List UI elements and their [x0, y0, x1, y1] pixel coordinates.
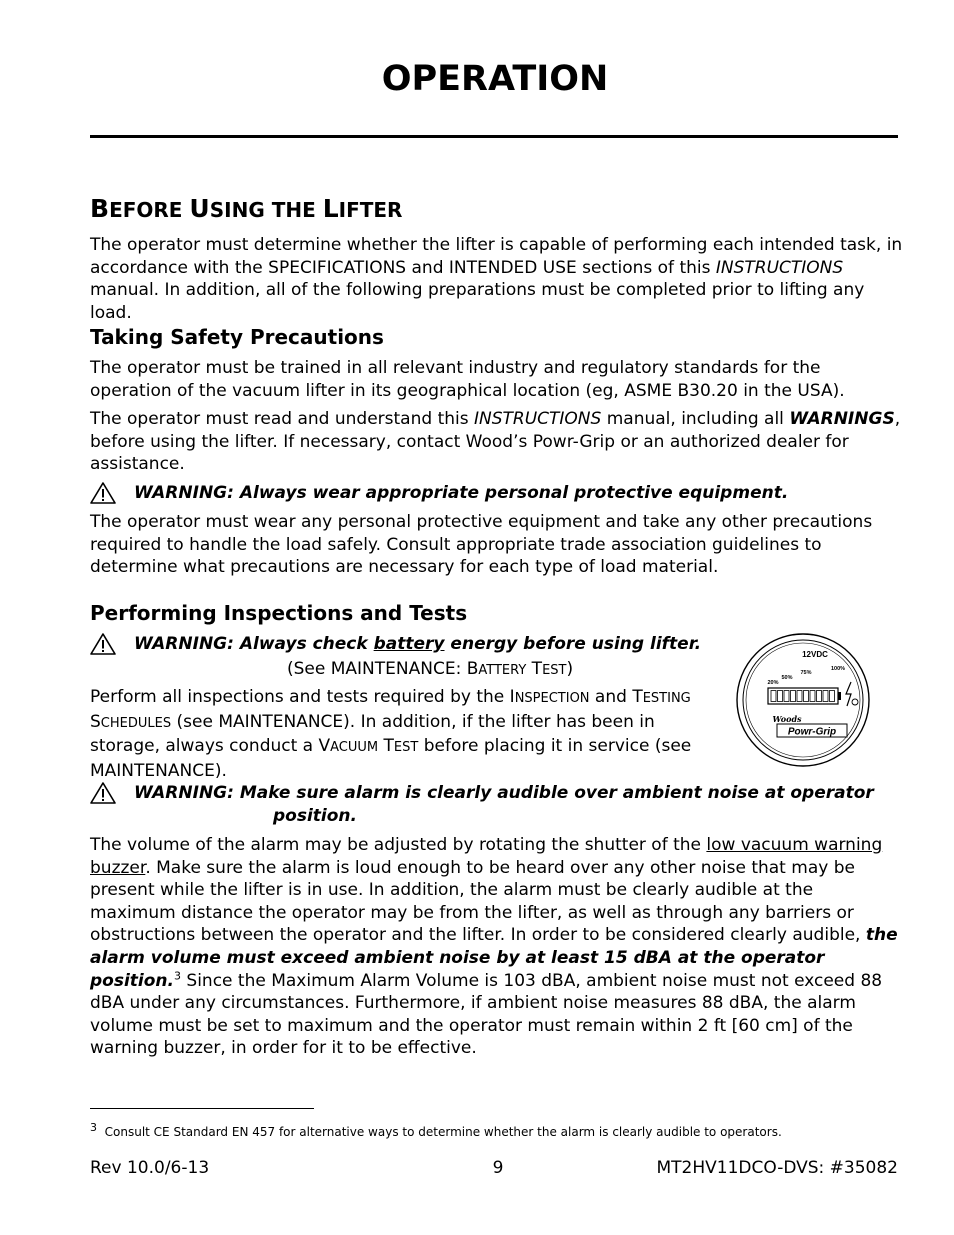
safety-paragraph-2	[90, 408, 905, 476]
text-run: NSPECTION	[514, 691, 590, 706]
see-maintenance-battery	[287, 658, 573, 683]
heading-part: U	[189, 194, 210, 223]
inspections-heading: Performing Inspections and Tests	[90, 601, 468, 625]
safety-paragraph-3: The operator must wear any personal protective equipment and take any other precautions required to handle the load safely. Consult appropriate trade association guidelines to determine what precautions are necessary for each type of load material.	[90, 512, 873, 578]
page-title: OPERATION	[381, 59, 609, 99]
safety-paragraph-1: The operator must be trained in all relevant industry and regulatory standards for the operation of the vacuum lifter in its geographical location (eg, ASME B30.20 in the USA).	[90, 358, 845, 401]
warning-text	[134, 782, 904, 827]
warning-alarm	[90, 782, 905, 830]
text-run: EST	[542, 663, 567, 678]
gauge-voltage-label: 12VDC	[802, 650, 828, 659]
heading-part: B	[90, 194, 110, 223]
text-run: WARNING: Always check	[134, 634, 374, 654]
intro-paragraph	[90, 234, 905, 324]
text-run: . Make sure the alarm is loud enough to be heard over any other noise that may be present while the lifter is in use. In addition, the alarm must be clearly audible at the maximum distance the operator may be from the lifter, as well as through any barriers or obstructions between the operator and the lifter. In order to be considered clearly audible,	[90, 857, 866, 946]
text-run: ATTERY	[478, 663, 527, 678]
heading-part: L	[322, 194, 339, 223]
text-run: The volume of the alarm may be adjusted by rotating the shutter of the	[90, 835, 707, 855]
text-run: and T	[589, 687, 643, 707]
footnote-text: Consult CE Standard EN 457 for alternative ways to determine whether the alarm is clearly audible to operators.	[104, 1125, 782, 1139]
footer-revision: Rev 10.0/6-13	[90, 1158, 210, 1178]
gauge-mark: 100%	[830, 666, 846, 672]
text-run: S	[90, 711, 101, 732]
text-run: energy before using lifter.	[444, 634, 702, 654]
footnote-rule	[90, 1108, 314, 1109]
safety-heading: Taking Safety Precautions	[90, 325, 384, 349]
footer-doc-id: MT2HV11DCO-DVS: #35082	[656, 1158, 898, 1178]
text-run: Perform all inspections and tests required by the I	[90, 687, 515, 707]
text-run: The operator must read and understand this	[90, 409, 474, 429]
text-run: Since the Maximum Alarm Volume is 103 dBA, ambient noise must not exceed 88 dBA under any circumstances. Furthermore, if ambient noise measures 88 dBA, the alarm volume must be set to maximum and the operator must remain within 2 ft [60 cm] of the warning buzzer, in order for it to be effective.	[90, 970, 883, 1059]
warning-text: WARNING: Always wear appropriate personal protective equipment.	[134, 483, 789, 503]
footer-page-number: 9	[492, 1158, 504, 1178]
text-run: T	[378, 736, 394, 757]
text-run: T	[526, 659, 543, 679]
footnote-ref: 3	[174, 968, 181, 982]
warning-text	[134, 633, 734, 656]
gauge-brand: Powr-Grip	[787, 726, 837, 738]
warning-line: WARNING: Make sure alarm is clearly audible over ambient noise at operator	[134, 783, 874, 803]
warning-battery	[90, 633, 730, 657]
text-run: the alarm volume must exceed ambient noise by at least 15 dBA at the operator position.	[90, 925, 898, 991]
text-run: before placing it in service (see MAINTENANCE).	[90, 736, 692, 781]
gauge-mark: 75%	[800, 670, 812, 676]
battery-gauge-image	[735, 622, 871, 778]
warning-triangle-icon	[90, 633, 116, 655]
text-run: )	[566, 659, 574, 679]
warning-triangle-icon	[90, 482, 116, 504]
warning-line: position.	[273, 805, 357, 826]
heading-part: IFTER	[338, 198, 403, 222]
heading-part: EFORE	[109, 198, 190, 222]
footnote-number: 3	[90, 1121, 97, 1134]
text-run: (see MAINTENANCE). In addition, if the lifter has been in storage, always conduct a V	[90, 711, 655, 757]
inspections-paragraph-2	[90, 834, 902, 1060]
heading-part: SING THE	[209, 198, 323, 222]
text-run: (See MAINTENANCE: B	[287, 659, 479, 679]
text-run: manual, including all	[601, 409, 790, 429]
warning-triangle-icon	[90, 782, 116, 804]
text-run: EST	[393, 740, 419, 756]
text-run: INSTRUCTIONS	[474, 409, 602, 429]
text-run: low vacuum warning buzzer	[90, 835, 883, 878]
text-run: ESTING	[642, 691, 691, 706]
gauge-mark: 20%	[767, 680, 779, 686]
text-run: ACUUM	[330, 740, 379, 756]
text-run: , before using the lifter. If necessary, contact Wood’s Powr-Grip or an authorized dealer for assistance.	[90, 409, 901, 475]
section-heading	[90, 192, 402, 227]
text-run: The operator must determine whether the lifter is capable of performing each intended task, in accordance with the SPECIFICATIONS and INTENDED USE sections of this	[90, 235, 903, 278]
title-rule	[90, 135, 898, 138]
text-run: battery	[373, 634, 445, 654]
gauge-mark: 50%	[781, 675, 793, 681]
gauge-brand-top: Woods	[772, 714, 802, 724]
warning-ppe	[90, 482, 905, 506]
text-run: CHEDULES	[100, 715, 172, 731]
inspections-paragraph-1	[90, 686, 700, 782]
text-run: INSTRUCTIONS	[715, 257, 844, 278]
text-run: manual. In addition, all of the following preparations must be completed prior to lifting any load.	[90, 280, 865, 323]
footnote	[90, 1121, 905, 1141]
text-run: WARNINGS	[789, 409, 895, 429]
